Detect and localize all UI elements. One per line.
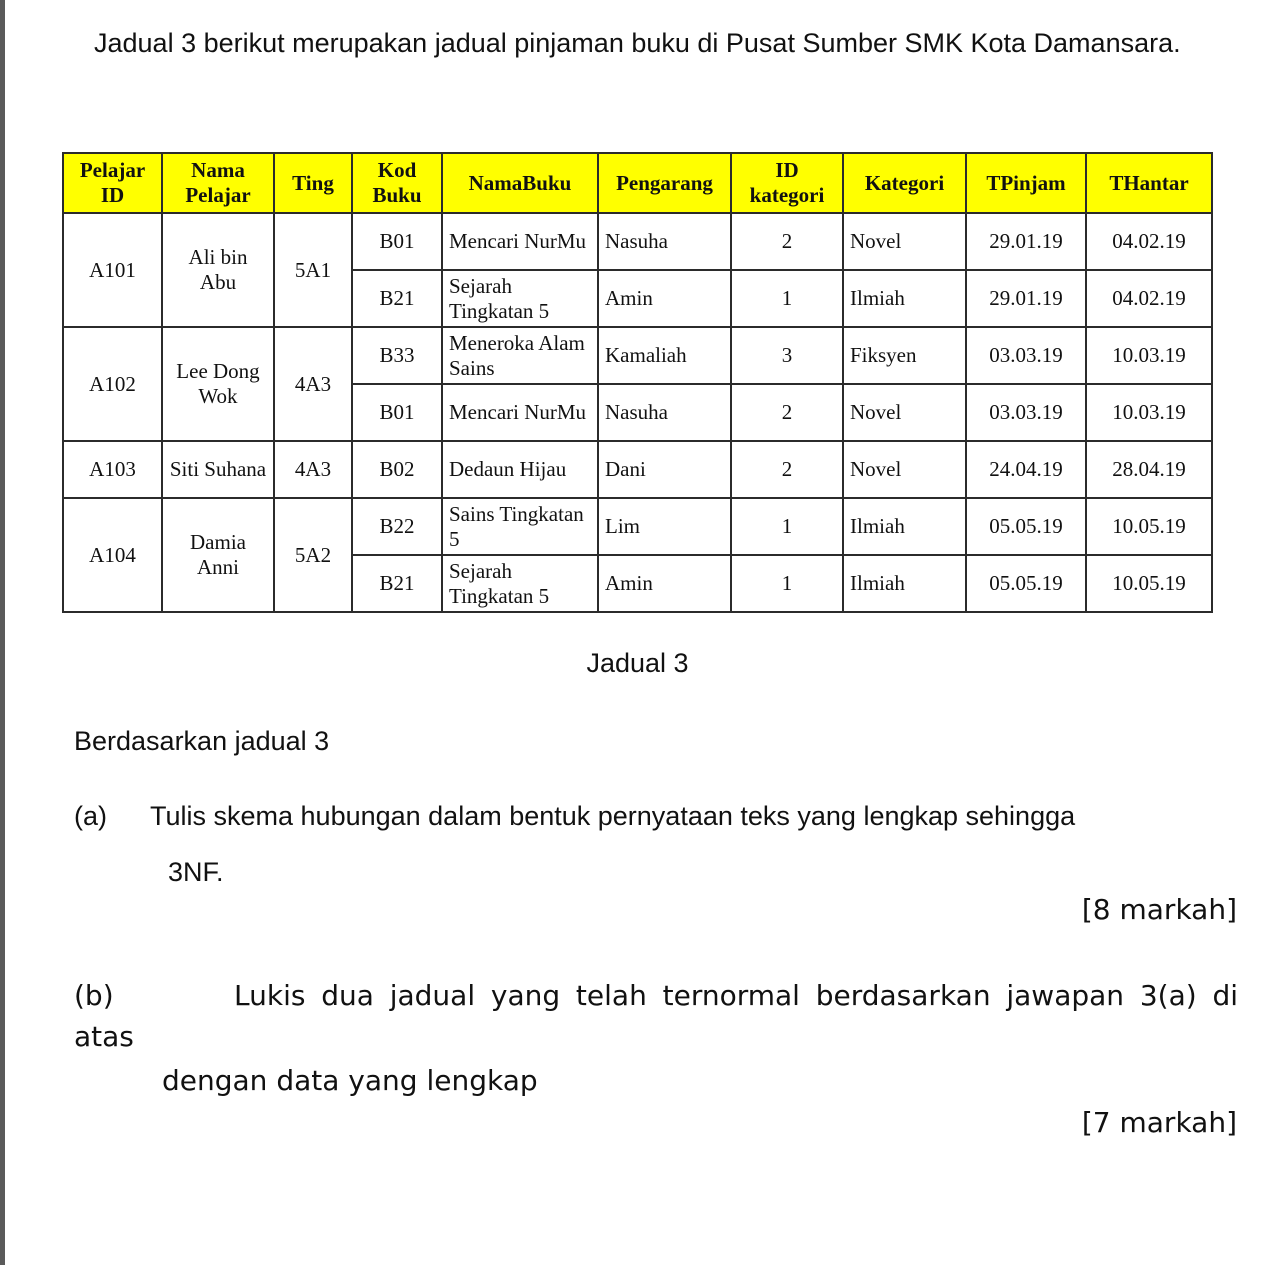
cell-ting: 4A3 xyxy=(274,441,352,498)
cell-student-id: A103 xyxy=(63,441,162,498)
cell-thantar: 10.05.19 xyxy=(1086,498,1212,555)
cell-id-kategori: 2 xyxy=(731,441,843,498)
cell-nama-buku: Sejarah Tingkatan 5 xyxy=(442,270,598,327)
cell-kategori: Novel xyxy=(843,384,966,441)
cell-ting: 5A1 xyxy=(274,213,352,327)
cell-id-kategori: 3 xyxy=(731,327,843,384)
question-a-marks: [8 markah] xyxy=(1081,893,1237,926)
cell-nama-buku: Meneroka Alam Sains xyxy=(442,327,598,384)
loan-table xyxy=(62,152,1213,613)
cell-tpinjam: 03.03.19 xyxy=(966,384,1086,441)
cell-id-kategori: 1 xyxy=(731,555,843,612)
table-row xyxy=(63,498,1212,555)
cell-pengarang: Dani xyxy=(598,441,731,498)
question-b-label: (b) xyxy=(74,979,114,1012)
question-b-text: Lukis dua jadual yang telah ternormal berdasarkan jawapan 3(a) di xyxy=(234,979,1238,1012)
cell-pengarang: Nasuha xyxy=(598,213,731,270)
intro-text: Jadual 3 berikut merupakan jadual pinjaman buku di Pusat Sumber SMK Kota Damansara. xyxy=(94,28,1181,58)
cell-tpinjam: 29.01.19 xyxy=(966,213,1086,270)
header-nama-buku: NamaBuku xyxy=(442,153,598,213)
cell-student-id: A104 xyxy=(63,498,162,612)
cell-thantar: 28.04.19 xyxy=(1086,441,1212,498)
cell-kod-buku: B33 xyxy=(352,327,442,384)
header-id-kategori: ID kategori xyxy=(731,153,843,213)
cell-kategori: Ilmiah xyxy=(843,498,966,555)
header-ting: Ting xyxy=(274,153,352,213)
cell-thantar: 10.03.19 xyxy=(1086,384,1212,441)
question-a-text: Tulis skema hubungan dalam bentuk pernyataan teks yang lengkap sehingga xyxy=(150,801,1076,831)
cell-ting: 5A2 xyxy=(274,498,352,612)
table-row xyxy=(63,441,1212,498)
cell-pengarang: Amin xyxy=(598,555,731,612)
question-a-label: (a) xyxy=(74,801,107,831)
table-row xyxy=(63,213,1212,270)
question-b-text-continued: dengan data yang lengkap xyxy=(162,1064,538,1097)
cell-tpinjam: 24.04.19 xyxy=(966,441,1086,498)
cell-tpinjam: 05.05.19 xyxy=(966,498,1086,555)
cell-nama-buku: Dedaun Hijau xyxy=(442,441,598,498)
cell-kod-buku: B01 xyxy=(352,384,442,441)
cell-student-name: Lee Dong Wok xyxy=(162,327,274,441)
cell-student-name: Damia Anni xyxy=(162,498,274,612)
cell-pengarang: Amin xyxy=(598,270,731,327)
cell-kategori: Ilmiah xyxy=(843,555,966,612)
cell-id-kategori: 2 xyxy=(731,213,843,270)
header-nama-pelajar: Nama Pelajar xyxy=(162,153,274,213)
cell-thantar: 10.03.19 xyxy=(1086,327,1212,384)
cell-kategori: Ilmiah xyxy=(843,270,966,327)
header-kategori: Kategori xyxy=(843,153,966,213)
cell-kod-buku: B21 xyxy=(352,270,442,327)
cell-pengarang: Kamaliah xyxy=(598,327,731,384)
header-pengarang: Pengarang xyxy=(598,153,731,213)
cell-nama-buku: Mencari NurMu xyxy=(442,384,598,441)
cell-kod-buku: B02 xyxy=(352,441,442,498)
cell-kod-buku: B22 xyxy=(352,498,442,555)
question-a-text-continued: 3NF. xyxy=(168,857,224,887)
cell-kategori: Fiksyen xyxy=(843,327,966,384)
question-b-text-wrap: atas xyxy=(74,1020,134,1053)
cell-kategori: Novel xyxy=(843,441,966,498)
cell-student-name: Ali bin Abu xyxy=(162,213,274,327)
header-thantar: THantar xyxy=(1086,153,1212,213)
cell-pengarang: Nasuha xyxy=(598,384,731,441)
cell-nama-buku: Sejarah Tingkatan 5 xyxy=(442,555,598,612)
cell-nama-buku: Sains Tingkatan 5 xyxy=(442,498,598,555)
cell-student-id: A101 xyxy=(63,213,162,327)
cell-student-id: A102 xyxy=(63,327,162,441)
cell-kod-buku: B01 xyxy=(352,213,442,270)
cell-thantar: 10.05.19 xyxy=(1086,555,1212,612)
table-caption: Jadual 3 xyxy=(586,648,689,678)
cell-tpinjam: 03.03.19 xyxy=(966,327,1086,384)
cell-kategori: Novel xyxy=(843,213,966,270)
table-header-row xyxy=(63,153,1212,213)
cell-id-kategori: 1 xyxy=(731,270,843,327)
cell-id-kategori: 2 xyxy=(731,384,843,441)
cell-tpinjam: 29.01.19 xyxy=(966,270,1086,327)
cell-student-name: Siti Suhana xyxy=(162,441,274,498)
cell-tpinjam: 05.05.19 xyxy=(966,555,1086,612)
cell-nama-buku: Mencari NurMu xyxy=(442,213,598,270)
page-edge-rule xyxy=(0,0,5,1265)
table-row xyxy=(63,327,1212,384)
lead-text: Berdasarkan jadual 3 xyxy=(74,726,330,756)
cell-pengarang: Lim xyxy=(598,498,731,555)
cell-thantar: 04.02.19 xyxy=(1086,213,1212,270)
cell-id-kategori: 1 xyxy=(731,498,843,555)
header-tpinjam: TPinjam xyxy=(966,153,1086,213)
cell-kod-buku: B21 xyxy=(352,555,442,612)
header-kod-buku: Kod Buku xyxy=(352,153,442,213)
cell-ting: 4A3 xyxy=(274,327,352,441)
cell-thantar: 04.02.19 xyxy=(1086,270,1212,327)
question-b-marks: [7 markah] xyxy=(1081,1106,1237,1139)
header-pelajar-id: Pelajar ID xyxy=(63,153,162,213)
